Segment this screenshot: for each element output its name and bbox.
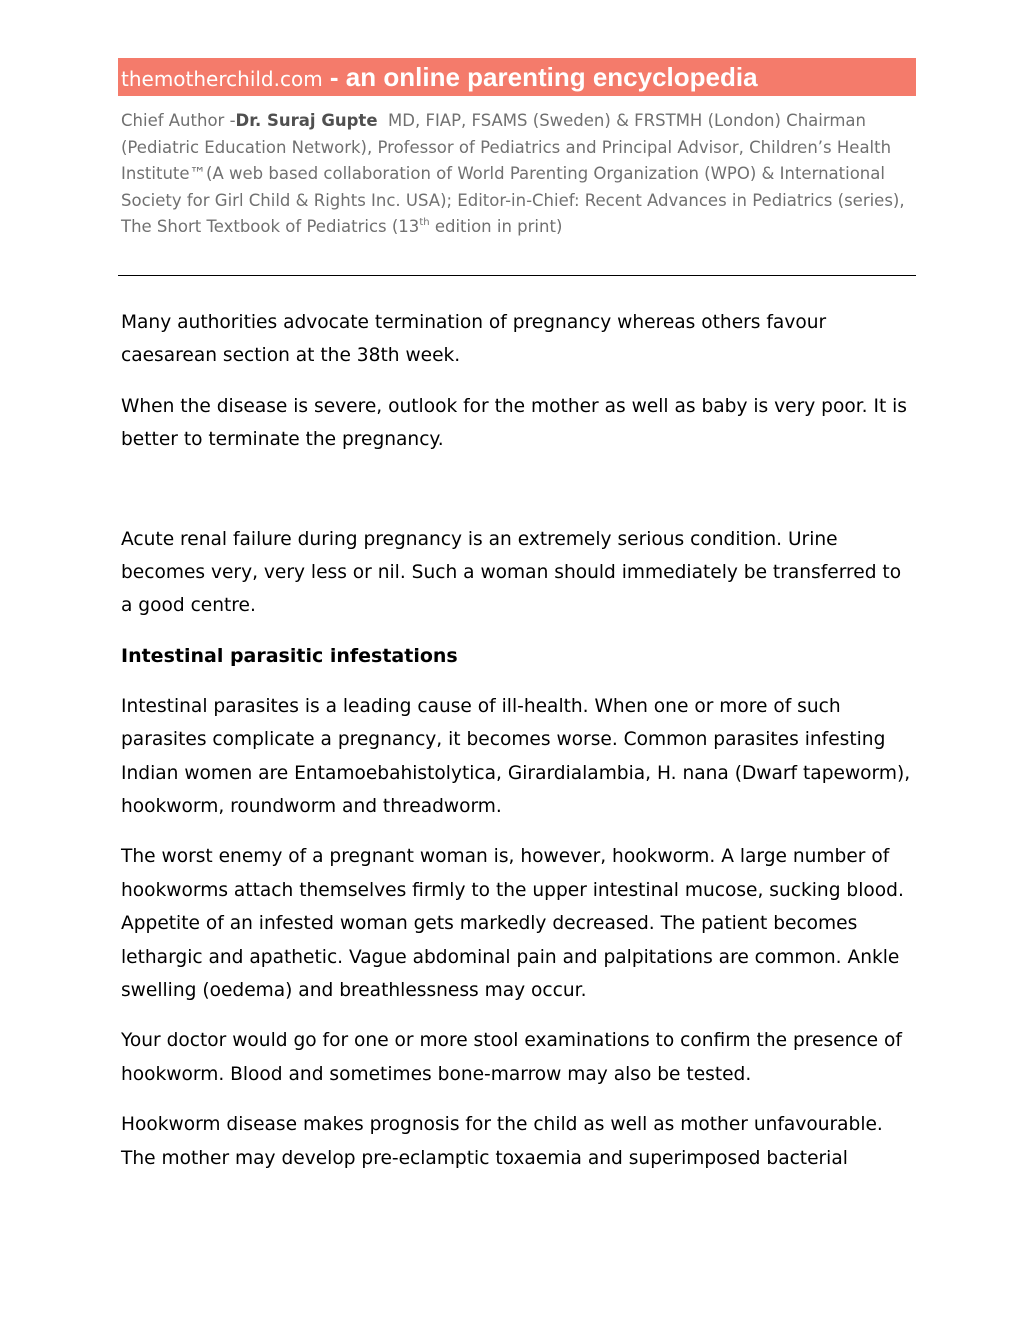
article-body [118, 306, 916, 1175]
paragraph-severe-disease: When the disease is severe, outlook for the mother as well as baby is very poor. It is better to terminate the pregnancy. [121, 395, 907, 451]
edition-superscript: th [419, 216, 430, 228]
author-credits [118, 108, 916, 241]
paragraph-stool-examination: Your doctor would go for one or more stool examinations to confirm the presence of hookworm. Blood and sometimes bone-marrow may also be tested. [121, 1030, 902, 1085]
site-name[interactable]: themotherchild.com [121, 67, 323, 91]
paragraph-hookworm-prognosis: Hookworm disease makes prognosis for the child as well as mother unfavourable. The mother may develop pre-eclamptic toxaemia and superimposed bacterial [121, 1114, 883, 1169]
paragraph-intestinal-parasites: Intestinal parasites is a leading cause of ill-health. When one or more of such parasites complicate a pregnancy, it becomes worse. Common parasites infesting Indian women are Entamoebahistolytica, Girardialambia, H. nana (Dwarf tapeworm), hookworm, roundworm and threadworm. [121, 695, 911, 818]
paragraph-hookworm-enemy: The worst enemy of a pregnant woman is, however, hookworm. A large number of hookworms attach themselves firmly to the upper intestinal mucose, sucking blood. Appetite of an infested woman gets markedly decreased. The patient becomes lethargic and apathetic. Vague abdominal pain and palpitations are common. Ankle swelling (oedema) and breathlessness may occur. [121, 846, 904, 1002]
document-page [118, 58, 916, 1175]
section-heading-parasitic: Intestinal parasitic infestations [121, 644, 458, 667]
author-credentials-end: edition in print) [429, 217, 563, 237]
site-banner [118, 58, 916, 96]
author-credentials: MD, FIAP, FSAMS (Sweden) & FRSTMH (London) Chairman (Pediatric Education Network), Professor of Pediatrics and Principal Advisor, Children’s Health Institute™(A web based collaboration of World Parenting Organization (WPO) & International Society for Girl Child & Rights Inc. USA); Editor-in-Chief: Recent Advances in Pediatrics (series), The Short Textbook of Pediatrics (13 [121, 111, 905, 237]
site-tagline: - an online parenting encyclopedia [322, 62, 758, 92]
header-divider [118, 275, 916, 276]
paragraph-renal-failure: Acute renal failure during pregnancy is an extremely serious condition. Urine becomes very, very less or nil. Such a woman should immediately be transferred to a good centre. [121, 528, 902, 617]
paragraph-termination: Many authorities advocate termination of pregnancy whereas others favour caesarean section at the 38th week. [121, 311, 827, 367]
author-prefix: Chief Author - [121, 111, 236, 130]
author-name: Dr. Suraj Gupte [235, 111, 378, 130]
